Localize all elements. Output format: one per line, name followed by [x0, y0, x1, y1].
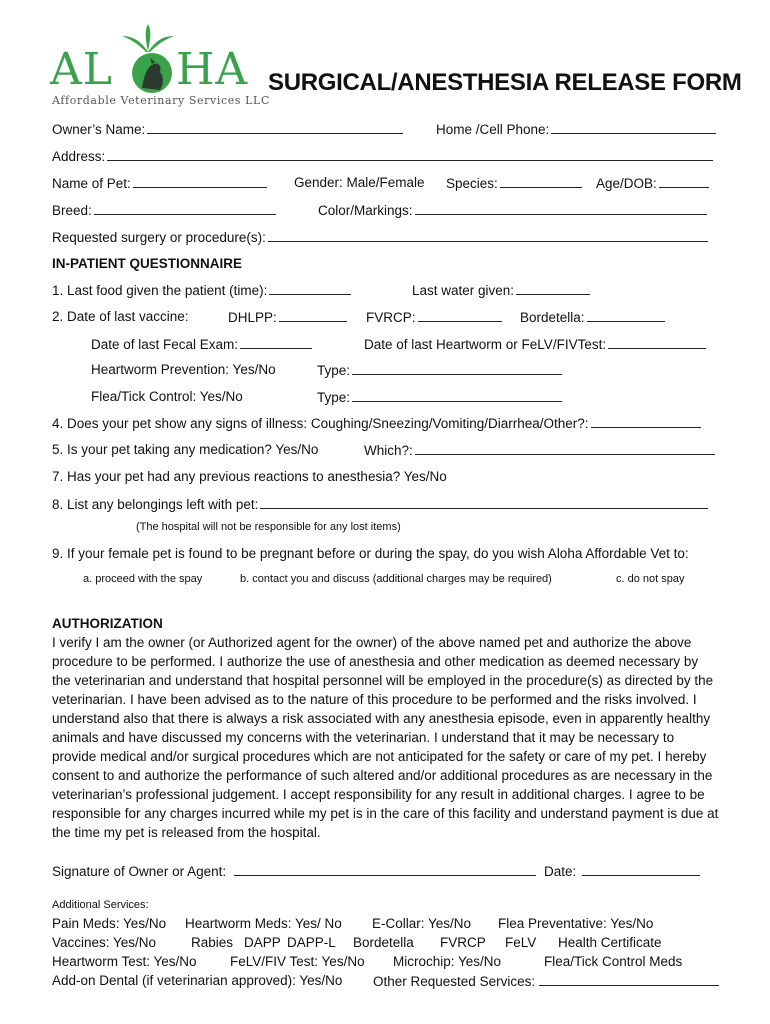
service-felv-fiv-test[interactable]: FeLV/FIV Test: Yes/No: [230, 954, 365, 969]
authorization-text: I verify I am the owner (or Authorized agent for the owner) of the above named pet and authorize the above procedure to be performed. I authorize the use of anesthesia and other medication as deemed necessary by the veterinarian and understand that hospital personnel will be employed in the procedure(s) as directed by the veterinarian. I have been advised as to the nature of this procedure to be performed and the risks involved. I understand also that there is always a risk associated with any anesthesia episode, even in apparently healthy animals and have discussed my concerns with the veterinarian. I understand that it may be necessary to provide medical and/or surgical procedures which are not anticipated for the safety or care of my pet. I hereby consent to and authorize the performance of such altered and/or additional procedures as are necessary in the veterinarian’s professional judgement. I accept responsibility for any result in additional charges. I agree to be responsible for any charges incurred while my pet is in the care of this facility and understand payment is due at the time my pet is released from the hospital.: [52, 635, 719, 840]
medication-which-field[interactable]: [364, 441, 715, 459]
service-fvrcp[interactable]: FVRCP: [440, 935, 486, 950]
option-contact[interactable]: b. contact you and discuss (additional charges may be required): [240, 573, 552, 585]
service-dental[interactable]: Add-on Dental (if veterinarian approved): Yes/No: [52, 973, 343, 988]
medication-label: 5. Is your pet taking any medication? Yes/No: [52, 442, 319, 457]
species-field[interactable]: [446, 174, 582, 192]
date-label: Date:: [544, 864, 577, 879]
dhlpp-label: DHLPP:: [228, 310, 277, 325]
phone-label: Home /Cell Phone:: [436, 122, 550, 137]
gender-field: [294, 174, 425, 191]
color-markings-label: Color/Markings:: [318, 203, 413, 218]
service-microchip[interactable]: Microchip: Yes/No: [393, 954, 502, 969]
signature-label: Signature of Owner or Agent:: [52, 864, 227, 879]
other-services-label: Other Requested Services:: [373, 974, 536, 989]
phone-field[interactable]: [436, 120, 716, 138]
dhlpp-field[interactable]: [228, 308, 347, 326]
form-title: SURGICAL/ANESTHESIA RELEASE FORM: [268, 69, 742, 96]
heartworm-type-field[interactable]: [317, 361, 562, 379]
last-food-label: 1. Last food given the patient (time):: [52, 283, 268, 298]
illness-field[interactable]: [52, 414, 701, 432]
belongings-field[interactable]: [52, 495, 708, 513]
age-field[interactable]: [596, 174, 709, 192]
last-water-field[interactable]: [412, 281, 590, 299]
fecal-exam-label: Date of last Fecal Exam:: [91, 337, 239, 352]
heartworm-type-label: Type:: [317, 363, 351, 378]
logo-word-left: AL: [50, 44, 113, 95]
species-label: Species:: [446, 176, 498, 191]
pregnancy-question: 9. If your female pet is found to be pregnant before or during the spay, do you wish Aloha Affordable Vet to:: [52, 546, 689, 561]
other-services-field[interactable]: [373, 972, 719, 990]
last-food-field[interactable]: [52, 281, 351, 299]
authorization-heading: AUTHORIZATION: [52, 616, 163, 631]
breed-label: Breed:: [52, 203, 92, 218]
logo-subtitle: Affordable Veterinary Services LLC: [52, 94, 270, 107]
service-health-certificate[interactable]: Health Certificate: [558, 935, 662, 950]
procedure-field[interactable]: [52, 228, 708, 246]
service-dapp-l[interactable]: DAPP-L: [287, 935, 336, 950]
signature-field[interactable]: [52, 862, 536, 880]
heartworm-test-date-field[interactable]: [364, 335, 706, 353]
heartworm-test-date-label: Date of last Heartworm or FeLV/FIVTest:: [364, 337, 607, 352]
last-vaccine-label: 2. Date of last vaccine:: [52, 309, 189, 324]
medication-which-label: Which?:: [364, 443, 413, 458]
flea-type-field[interactable]: [317, 388, 562, 406]
pet-silhouette-icon: [130, 50, 174, 96]
option-proceed[interactable]: a. proceed with the spay: [83, 573, 203, 585]
option-do-not-spay[interactable]: c. do not spay: [616, 573, 685, 585]
bordetella-field[interactable]: [520, 308, 665, 326]
service-heartworm-meds[interactable]: Heartworm Meds: Yes/ No: [185, 916, 342, 931]
date-field[interactable]: [544, 862, 700, 880]
additional-services-heading: Additional Services:: [52, 899, 149, 911]
fvrcp-field[interactable]: [366, 308, 502, 326]
service-flea-tick-meds[interactable]: Flea/Tick Control Meds: [544, 954, 683, 969]
fvrcp-label: FVRCP:: [366, 310, 416, 325]
pet-name-field[interactable]: [52, 174, 267, 192]
fecal-exam-field[interactable]: [91, 335, 312, 353]
heartworm-prevention-label: Heartworm Prevention: Yes/No: [91, 362, 276, 377]
service-dapp[interactable]: DAPP: [244, 935, 281, 950]
address-label: Address:: [52, 149, 106, 164]
service-pain-meds[interactable]: Pain Meds: Yes/No: [52, 916, 167, 931]
clinic-logo: [50, 24, 270, 108]
logo-word-right: HA: [176, 44, 249, 95]
address-field[interactable]: [52, 147, 713, 165]
belongings-label: 8. List any belongings left with pet:: [52, 497, 259, 512]
owner-name-label: Owner’s Name:: [52, 122, 146, 137]
belongings-note: (The hospital will not be responsible for any lost items): [136, 521, 401, 533]
illness-label: 4. Does your pet show any signs of illness: Coughing/Sneezing/Vomiting/Diarrhea/Other?:: [52, 416, 589, 431]
flea-tick-label: Flea/Tick Control: Yes/No: [91, 389, 243, 404]
service-vaccines[interactable]: Vaccines: Yes/No: [52, 935, 157, 950]
owner-name-field[interactable]: [52, 120, 403, 138]
procedure-label: Requested surgery or procedure(s):: [52, 230, 266, 245]
breed-field[interactable]: [52, 201, 276, 219]
pet-name-label: Name of Pet:: [52, 176, 131, 191]
service-flea-preventative[interactable]: Flea Preventative: Yes/No: [498, 916, 654, 931]
service-bordetella[interactable]: Bordetella: [353, 935, 414, 950]
service-felv[interactable]: FeLV: [505, 935, 537, 950]
service-heartworm-test[interactable]: Heartworm Test: Yes/No: [52, 954, 197, 969]
service-e-collar[interactable]: E-Collar: Yes/No: [372, 916, 472, 931]
last-water-label: Last water given:: [412, 283, 515, 298]
anesthesia-reaction-label: 7. Has your pet had any previous reactions to anesthesia? Yes/No: [52, 469, 447, 484]
color-markings-field[interactable]: [318, 201, 707, 219]
questionnaire-heading: IN-PATIENT QUESTIONNAIRE: [52, 256, 243, 271]
bordetella-label: Bordetella:: [520, 310, 585, 325]
age-label: Age/DOB:: [596, 176, 657, 191]
flea-type-label: Type:: [317, 390, 351, 405]
gender-label: Gender: Male/Female: [294, 175, 425, 190]
service-rabies[interactable]: Rabies: [191, 935, 234, 950]
